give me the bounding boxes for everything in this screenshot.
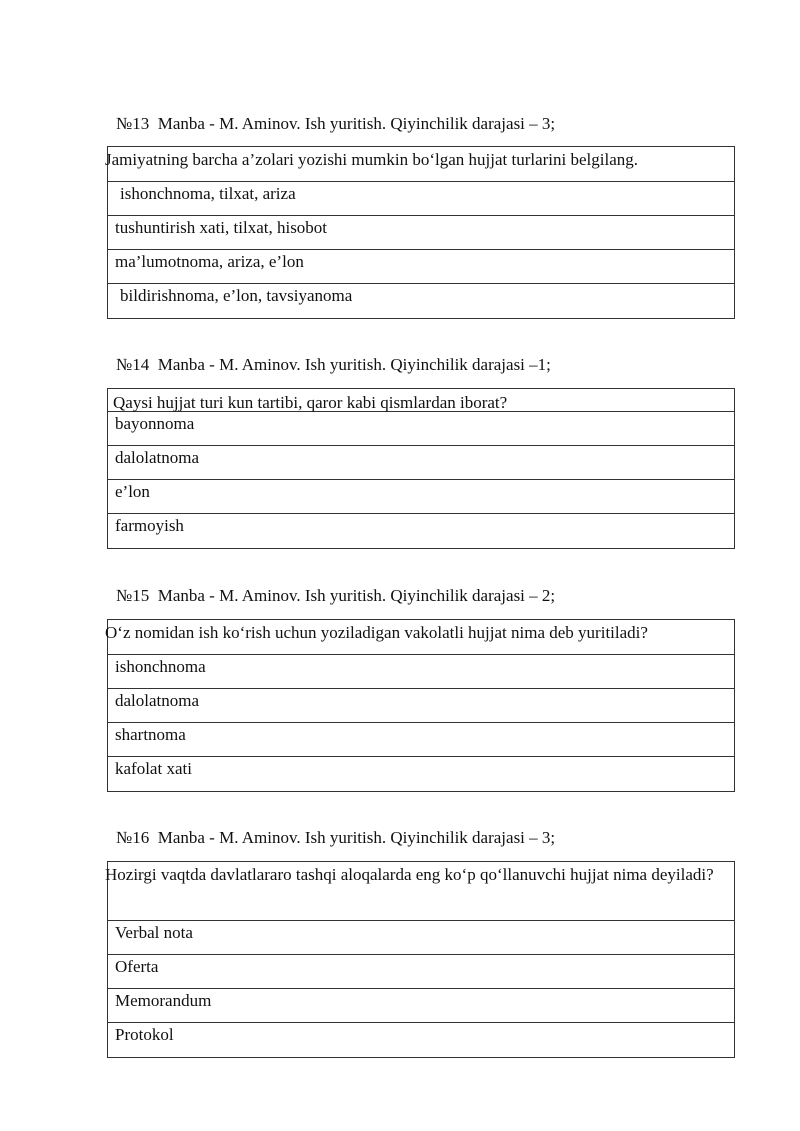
answer-option[interactable]: shartnoma	[108, 723, 734, 757]
question-header: №15 Manba - M. Aminov. Ish yuritish. Qiyinchilik darajasi – 2;	[116, 586, 556, 605]
answer-option[interactable]: tushuntirish xati, tilxat, hisobot	[108, 216, 734, 250]
answer-option[interactable]: bayonnoma	[108, 412, 734, 446]
answer-option[interactable]: dalolatnoma	[108, 689, 734, 723]
answer-option[interactable]: Protokol	[115, 1025, 174, 1044]
question-text-label: Hozirgi vaqtda davlatlararo tashqi aloqalarda eng ko‘p qo‘llanuvchi hujjat nima deyiladi?	[105, 865, 714, 884]
answer-option[interactable]: Memorandum	[108, 989, 734, 1023]
answer-option[interactable]: dalolatnoma	[108, 446, 734, 480]
question-text	[105, 620, 734, 655]
answer-option[interactable]: farmoyish	[115, 516, 184, 535]
question-header: №16 Manba - M. Aminov. Ish yuritish. Qiyinchilik darajasi – 3;	[116, 828, 556, 847]
question-text	[108, 389, 734, 412]
question-text-label: Jamiyatning barcha a’zolari yozishi mumkin bo‘lgan hujjat turlarini belgilang.	[105, 150, 638, 169]
answer-option[interactable]: ishonchnoma	[108, 655, 734, 689]
answer-option[interactable]: Oferta	[108, 955, 734, 989]
question-header: №14 Manba - M. Aminov. Ish yuritish. Qiyinchilik darajasi –1;	[116, 355, 551, 374]
answer-option[interactable]: e’lon	[108, 480, 734, 514]
answer-option[interactable]: ishonchnoma, tilxat, ariza	[108, 182, 734, 216]
question-table	[107, 146, 735, 319]
question-table	[107, 619, 735, 792]
answer-option[interactable]: bildirishnoma, e’lon, tavsiyanoma	[120, 286, 353, 305]
question-text-label: Qaysi hujjat turi kun tartibi, qaror kabi qismlardan iborat?	[113, 393, 508, 412]
question-header: №13 Manba - M. Aminov. Ish yuritish. Qiyinchilik darajasi – 3;	[116, 114, 556, 133]
answer-option[interactable]: ma’lumotnoma, ariza, e’lon	[108, 250, 734, 284]
answer-option[interactable]: kafolat xati	[115, 759, 192, 778]
question-table	[107, 861, 735, 1058]
question-text	[105, 862, 734, 921]
question-text-label: O‘z nomidan ish ko‘rish uchun yoziladigan vakolatli hujjat nima deb yuritiladi?	[105, 623, 648, 642]
question-text	[105, 147, 734, 182]
answer-option[interactable]: Verbal nota	[108, 921, 734, 955]
question-table	[107, 388, 735, 549]
